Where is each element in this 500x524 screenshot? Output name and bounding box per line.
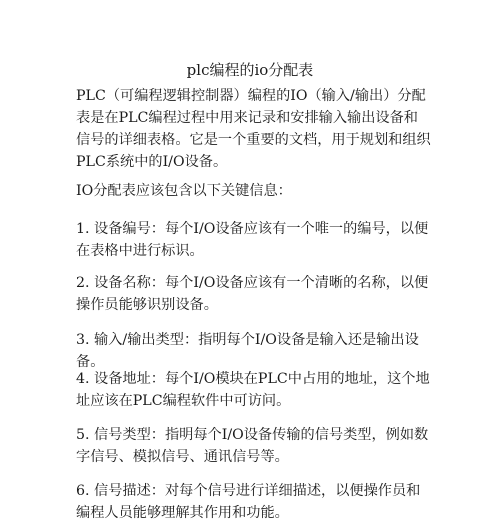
list-item-device-address: 4. 设备地址：每个I/O模块在PLC中占用的地址，这个地址应该在PLC编程软件中可访问。 [76, 371, 430, 409]
list-item-signal-type: 5. 信号类型：指明每个I/O设备传输的信号类型，例如数字信号、模拟信号、通讯信号等。 [76, 427, 429, 465]
intro-paragraph: PLC（可编程逻辑控制器）编程的IO（输入/输出）分配表是在PLC编程过程中用来记录和安排输入输出设备和信号的详细表格。它是一个重要的文档，用于规划和组织PLC系统中的I/O设备。 [76, 88, 431, 170]
key-info-heading: IO分配表应该包含以下关键信息： [76, 183, 292, 199]
list-item-io-type: 3. 输入/输出类型：指明每个I/O设备是输入还是输出设备。 [76, 332, 419, 370]
list-item-device-number: 1. 设备编号：每个I/O设备应该有一个唯一的编号，以便在表格中进行标识。 [76, 221, 429, 259]
list-item-signal-description: 6. 信号描述：对每个信号进行详细描述，以便操作员和编程人员能够理解其作用和功能。 [76, 483, 421, 521]
list-item-device-name: 2. 设备名称：每个I/O设备应该有一个清晰的名称，以便操作员能够识别设备。 [76, 275, 429, 313]
document-title: plc编程的io分配表 [186, 61, 314, 79]
